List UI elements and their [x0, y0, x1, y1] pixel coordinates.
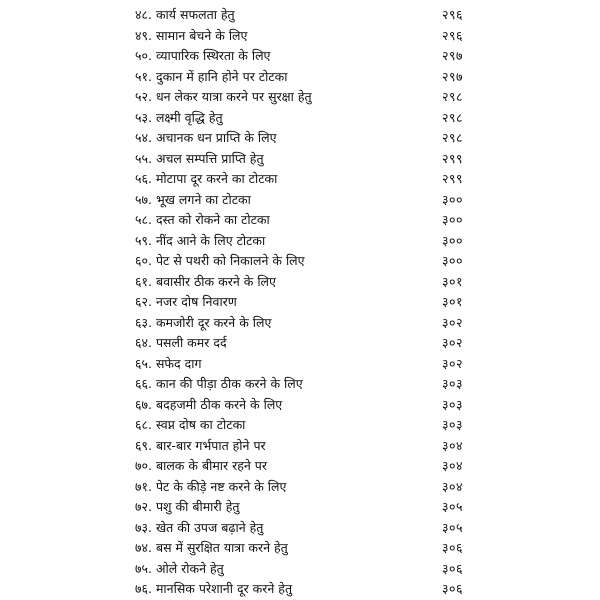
entry-page-number: २९८ — [442, 109, 464, 125]
entry-title: ५६. मोटापा दूर करने का टोटका — [135, 171, 278, 186]
toc-entry — [0, 518, 600, 538]
entry-title: ५८. दस्त को रोकने का टोटका — [135, 212, 270, 227]
toc-entry — [0, 292, 600, 312]
toc-entry — [0, 26, 600, 46]
toc-entry — [0, 374, 600, 394]
entry-title: ७०. बालक के बीमार रहने पर — [135, 458, 267, 473]
toc-entry — [0, 128, 600, 148]
toc-entry — [0, 46, 600, 66]
toc-entry — [0, 190, 600, 210]
entry-title: ५०. व्यापारिक स्थिरता के लिए — [135, 48, 271, 63]
entry-page-number: २९८ — [442, 89, 464, 104]
toc-entry — [0, 436, 600, 456]
entry-title: ७५. ओले रोकने हेतु — [135, 560, 224, 576]
entry-title: ६५. सफेद दाग — [135, 355, 202, 371]
entry-title: ६०. पेट से पथरी को निकालने के लिए — [135, 253, 305, 268]
entry-title: ६३. कमजोरी दूर करने के लिए — [135, 314, 272, 330]
entry-title: ५४. अचानक धन प्राप्ति के लिए — [135, 130, 277, 145]
toc-entry — [0, 87, 600, 107]
toc-entry — [0, 456, 600, 476]
toc-entry — [0, 497, 600, 517]
toc-entry — [0, 538, 600, 558]
entry-page-number: ३०६ — [442, 560, 464, 576]
toc-entry — [0, 169, 600, 189]
entry-page-number: ३०१ — [442, 273, 464, 289]
entry-title: ६९. बार-बार गर्भपात होने पर — [135, 437, 266, 453]
entry-page-number: ३०१ — [442, 294, 464, 309]
entry-title: ५१. दुकान में हानि होने पर टोटका — [135, 68, 288, 84]
entry-page-number: ३०० — [442, 253, 464, 268]
entry-title: ६८. स्वप्न दोष का टोटका — [135, 417, 246, 432]
toc-entry — [0, 415, 600, 435]
toc-entry — [0, 251, 600, 271]
entry-page-number: २९६ — [442, 7, 464, 22]
entry-page-number: २९८ — [442, 130, 464, 145]
toc-entry — [0, 210, 600, 230]
entry-page-number: ३०४ — [442, 478, 464, 494]
toc-entry — [0, 67, 600, 87]
entry-page-number: ३०६ — [442, 581, 464, 596]
entry-title: ४८. कार्य सफलता हेतु — [135, 7, 235, 22]
entry-title: ५९. नींद आने के लिए टोटका — [135, 232, 266, 248]
entry-title: ५७. भूख लगने का टोटका — [135, 191, 251, 207]
entry-page-number: ३०३ — [442, 396, 464, 412]
entry-title: ७४. बस में सुरक्षित यात्रा करने हेतु — [135, 540, 288, 555]
toc-entry — [0, 477, 600, 497]
entry-page-number: ३०३ — [442, 417, 464, 432]
entry-title: ५३. लक्ष्मी वृद्धि हेतु — [135, 109, 223, 125]
toc-entry — [0, 231, 600, 251]
entry-title: ५५. अचल सम्पत्ति प्राप्ति हेतु — [135, 150, 264, 166]
entry-page-number: ३०२ — [442, 314, 464, 330]
entry-title: ६६. कान की पीड़ा ठीक करने के लिए — [135, 376, 303, 391]
entry-page-number: ३०५ — [442, 519, 464, 535]
toc-entry — [0, 5, 600, 25]
toc-entry — [0, 354, 600, 374]
entry-page-number: २९७ — [442, 48, 464, 63]
entry-page-number: ३०० — [442, 232, 464, 248]
entry-title: ६४. पसली कमर दर्द — [135, 335, 227, 350]
entry-page-number: ३०० — [442, 191, 464, 207]
entry-title: ७३. खेत की उपज बढ़ाने हेतु — [135, 519, 264, 535]
entry-title: ५२. धन लेकर यात्रा करने पर सुरक्षा हेतु — [135, 89, 312, 104]
toc-entry — [0, 333, 600, 353]
entry-page-number: ३०६ — [442, 540, 464, 555]
toc-entry — [0, 579, 600, 599]
entry-page-number: २९९ — [442, 150, 464, 166]
entry-title: ७१. पेट के कीड़े नष्ट करने के लिए — [135, 478, 287, 494]
entry-title: ६१. बवासीर ठीक करने के लिए — [135, 273, 276, 289]
entry-title: ७२. पशु की बीमारी हेतु — [135, 499, 240, 514]
entry-page-number: २९९ — [442, 171, 464, 186]
entry-page-number: ३०५ — [442, 499, 464, 514]
toc-entry — [0, 108, 600, 128]
entry-title: ६७. बदहजमी ठीक करने के लिए — [135, 396, 283, 412]
entry-title: ६२. नजर दोष निवारण — [135, 294, 237, 309]
entry-page-number: ३०४ — [442, 437, 464, 453]
entry-title: ७६. मानसिक परेशानी दूर करने हेतु — [135, 581, 293, 596]
entry-page-number: ३०३ — [442, 376, 464, 391]
toc-entry — [0, 272, 600, 292]
toc-entry — [0, 149, 600, 169]
toc-entry — [0, 313, 600, 333]
toc-entry — [0, 559, 600, 579]
entry-page-number: २९६ — [442, 27, 464, 43]
entry-title: ४९. सामान बेचने के लिए — [135, 27, 248, 43]
entry-page-number: ३०२ — [442, 335, 464, 350]
entry-page-number: ३०० — [442, 212, 464, 227]
entry-page-number: ३०२ — [442, 355, 464, 371]
entry-page-number: ३०४ — [442, 458, 464, 473]
entry-page-number: २९७ — [442, 68, 464, 84]
toc-entry — [0, 395, 600, 415]
